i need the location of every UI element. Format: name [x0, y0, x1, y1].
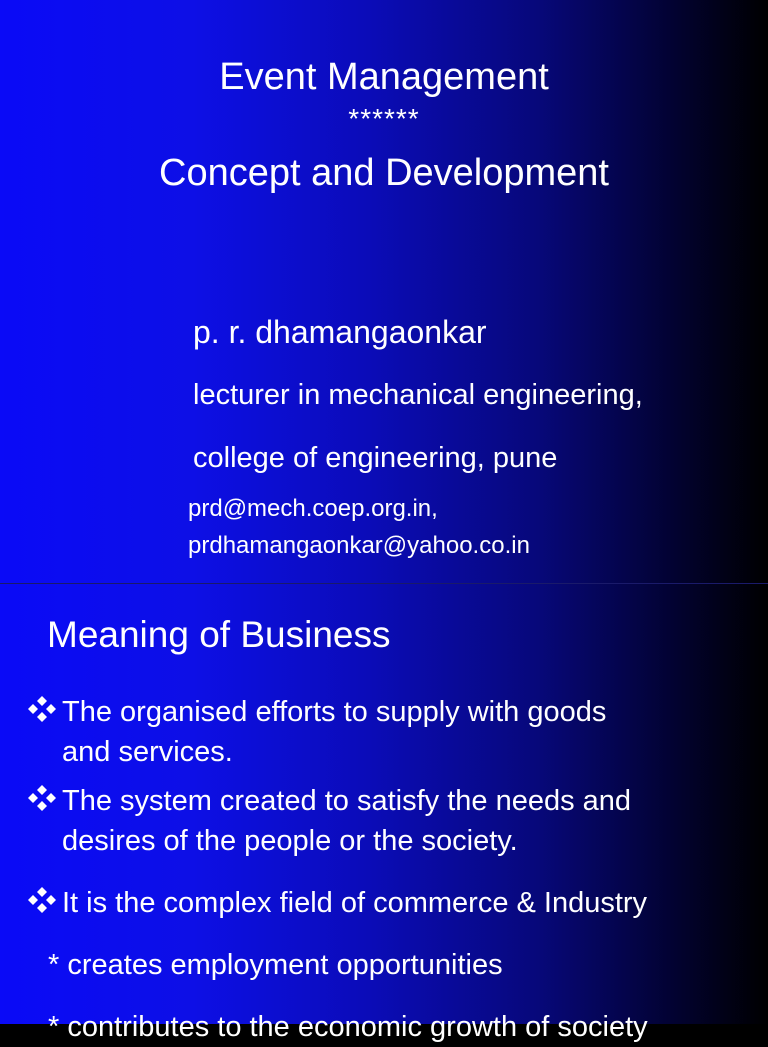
email-secondary: prdhamangaonkar@yahoo.co.in: [188, 532, 530, 559]
bullet-item: [24, 781, 631, 861]
bullet-item: [24, 883, 647, 923]
four-diamond-bullet-icon: [24, 784, 60, 812]
author-name: p. r. dhamangaonkar: [193, 314, 487, 350]
sub-point: * contributes to the economic growth of society: [48, 1011, 648, 1043]
four-diamond-bullet-icon: [24, 886, 60, 914]
bullet-text: The system created to satisfy the needs and: [62, 785, 632, 817]
title-line-2: Concept and Development: [159, 152, 609, 194]
four-diamond-bullet-icon: [24, 695, 60, 723]
author-position: lecturer in mechanical engineering,: [193, 379, 643, 411]
bullet-text-continued: and services.: [62, 736, 233, 768]
title-separator: ******: [348, 103, 420, 134]
title-line-1: Event Management: [219, 56, 549, 98]
sub-point: * creates employment opportunities: [48, 949, 503, 981]
content-slide: [0, 584, 768, 1043]
bullet-item: [24, 692, 606, 772]
bullet-text: The organised efforts to supply with goods: [62, 696, 607, 728]
bullet-text: It is the complex field of commerce & Industry: [62, 887, 648, 919]
slide-heading: Meaning of Business: [47, 614, 391, 655]
email-primary: prd@mech.coep.org.in,: [188, 495, 438, 522]
author-institution: college of engineering, pune: [193, 442, 558, 474]
bullet-text-continued: desires of the people or the society.: [62, 825, 518, 857]
